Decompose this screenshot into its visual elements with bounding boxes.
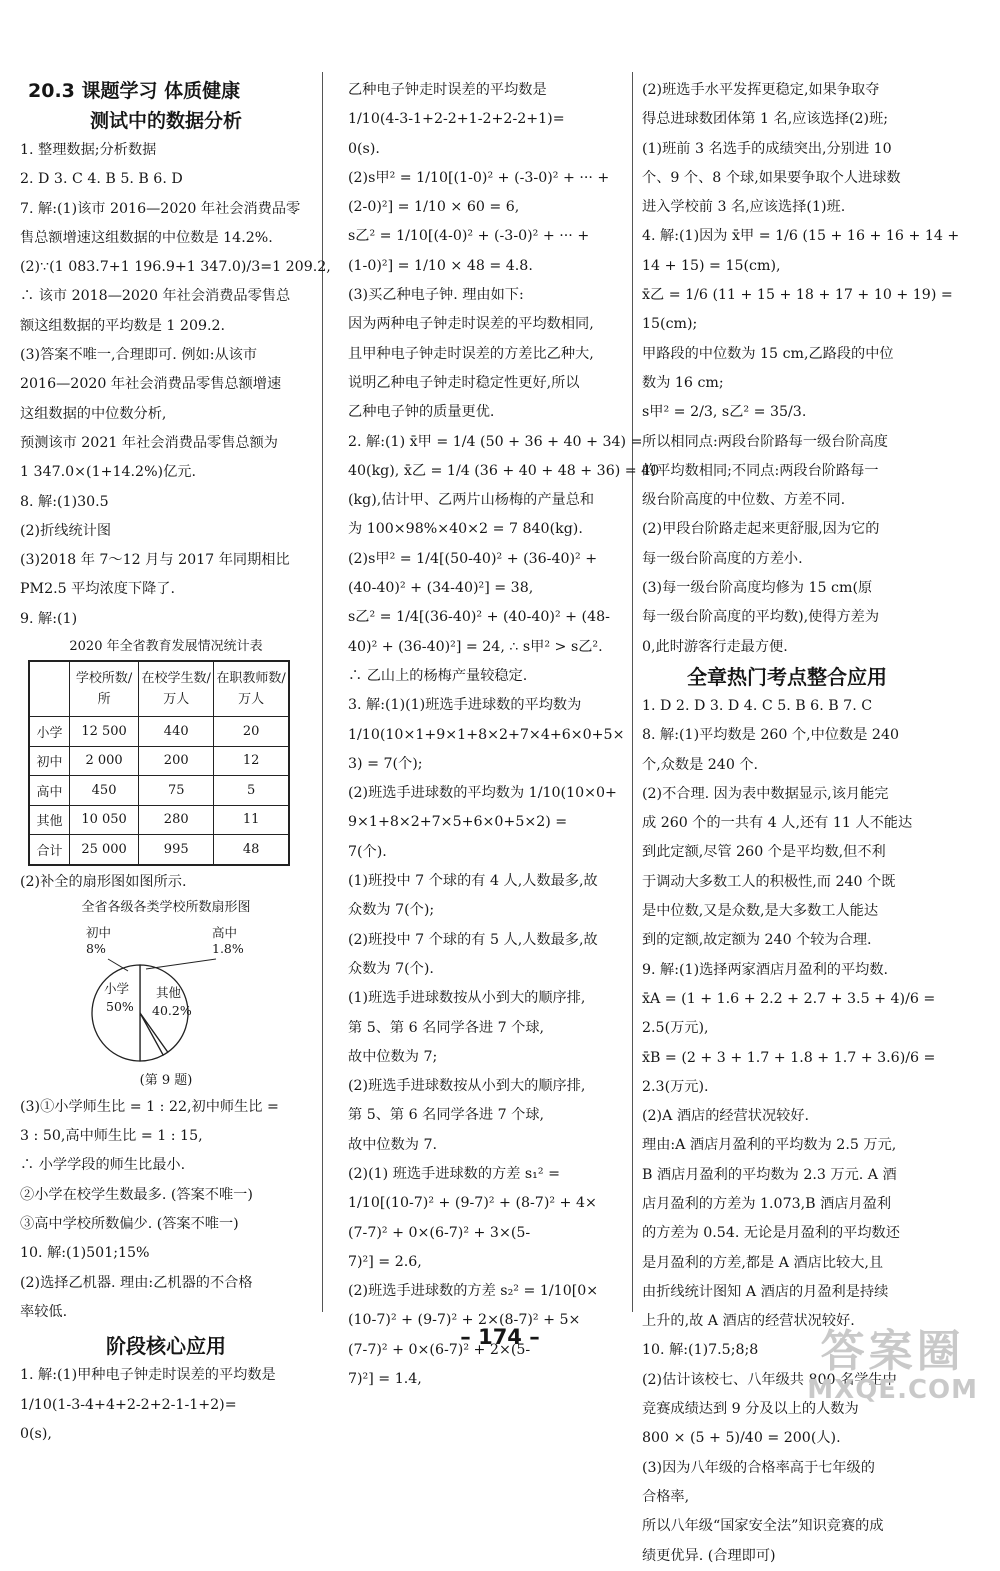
text-line: 故中位数为 7. <box>348 1136 437 1153</box>
pie-label-primary: 小学 <box>104 980 130 996</box>
pie-label-senior: 高中 <box>212 924 238 940</box>
table-header-row <box>29 661 289 717</box>
stage-title: 阶段核心应用 <box>106 1334 226 1359</box>
table-header-cell: 在职教师数/万人 <box>214 661 289 717</box>
text-line: B 酒店月盈利的平均数为 2.3 万元. A 酒 <box>642 1166 897 1183</box>
text-line: 故中位数为 7; <box>348 1048 438 1065</box>
section-title-line1: 20.3 课题学习 体质健康 <box>28 80 241 102</box>
pie-label-other: 其他 <box>156 984 182 1000</box>
text-line: 这组数据的中位数分析, <box>20 405 167 422</box>
text-line: x̄B = (2 + 3 + 1.7 + 1.8 + 1.7 + 3.6)/6 = <box>642 1049 936 1066</box>
answers-block-5 <box>642 76 960 662</box>
pie-pct-senior: 1.8% <box>212 940 244 956</box>
text-line: 40(kg), x̄乙 = 1/4 (36 + 40 + 48 + 36) = 40 <box>348 462 660 479</box>
text-line: 乙种电子钟的质量更优. <box>348 404 495 421</box>
text-line: 成 260 个的一共有 4 人,还有 11 人不能达 <box>642 815 913 832</box>
text-line: (1)班选手进球数按从小到大的顺序排, <box>348 990 586 1007</box>
text-line: (3)①小学师生比 = 1 : 22,初中师生比 = <box>20 1098 279 1115</box>
table-cell: 48 <box>214 835 289 865</box>
text-line: (2)选择乙机器. 理由:乙机器的不合格 <box>20 1274 253 1291</box>
pie-leader-senior <box>146 959 216 969</box>
text-line: 3) = 7(个); <box>348 755 423 772</box>
text-line: 的方差为 0.54. 无论是月盈利的平均数还 <box>642 1225 900 1242</box>
text-line: 率较低. <box>20 1303 68 1320</box>
text-line: 第 5、第 6 名同学各进 7 个球, <box>348 1107 545 1124</box>
text-line: 绩更优异. (合理即可) <box>642 1547 776 1564</box>
text-line: 9. 解:(1) <box>20 610 78 627</box>
text-line: (3)买乙种电子钟. 理由如下: <box>348 287 524 304</box>
text-line: 9. 解:(1)选择两家酒店月盈利的平均数. <box>642 961 889 978</box>
table-cell: 2 000 <box>69 746 138 776</box>
text-line: 1/10[(10-7)² + (9-7)² + (8-7)² + 4× <box>348 1195 597 1212</box>
text-line: (3)2018 年 7～12 月与 2017 年同期相比 <box>20 552 290 569</box>
text-line: (2)班投中 7 个球的有 5 人,人数最多,故 <box>348 931 598 948</box>
text-line: (2-0)²] = 1/10 × 60 = 6, <box>348 199 520 216</box>
text-line: 7)²] = 2.6, <box>348 1253 422 1270</box>
text-line: 7(个). <box>348 843 387 860</box>
text-line: 9×1+8×2+7×5+6×0+5×2) = <box>348 814 568 831</box>
table-row <box>29 835 289 865</box>
text-line: 所以八年级“国家安全法”知识竞赛的成 <box>642 1518 884 1535</box>
table-cell: 11 <box>214 805 289 835</box>
table-row <box>29 805 289 835</box>
text-line: 为 100×98%×40×2 = 7 840(kg). <box>348 521 583 538</box>
text-line: 每一级台阶高度的平均数),使得方差为 <box>642 609 880 626</box>
table-cell: 12 <box>214 746 289 776</box>
figure-caption: (第 9 题) <box>139 1072 193 1088</box>
text-line: (2)估计该校七、八年级共 800 名学生中 <box>642 1371 897 1388</box>
text-line: 7. 解:(1)该市 2016—2020 年社会消费品零 <box>20 200 301 217</box>
text-line: 每一级台阶高度的方差小. <box>642 550 803 567</box>
text-line: (40-40)² + (34-40)²] = 38, <box>348 580 534 597</box>
table-cell: 5 <box>214 776 289 806</box>
statistics-table <box>28 660 290 866</box>
text-line: 1/10(1-3-4+4+2-2+2-1-1+2)= <box>20 1396 237 1413</box>
text-line: 店月盈利的方差为 1.073,B 酒店月盈利 <box>642 1195 892 1212</box>
text-line: (3)每一级台阶高度均修为 15 cm(原 <box>642 580 873 597</box>
text-line: ∴ 该市 2018—2020 年社会消费品零售总 <box>20 288 291 305</box>
text-line: 2.3(万元). <box>642 1078 709 1095</box>
table-row <box>29 717 289 747</box>
table-cell: 初中 <box>29 746 69 776</box>
text-line: (10-7)² + (9-7)² + 2×(8-7)² + 5× <box>348 1312 581 1329</box>
text-line: (2)s甲² = 1/4[(50-40)² + (36-40)² + <box>348 550 598 567</box>
watermark-text: 答案圈 <box>820 1326 965 1377</box>
watermark <box>807 1328 978 1404</box>
text-line: 于调动大多数工人的积极性,而 240 个既 <box>642 873 896 890</box>
text-line: (2)A 酒店的经营状况较好. <box>642 1108 810 1125</box>
text-line: 甲路段的中位数为 15 cm,乙路段的中位 <box>642 345 894 362</box>
pie-pct-primary: 50% <box>106 998 134 1014</box>
table-cell: 20 <box>214 717 289 747</box>
answers-block-4 <box>348 76 660 1394</box>
table-cell: 450 <box>69 776 138 806</box>
text-line: 2.5(万元), <box>642 1020 709 1037</box>
text-line: (2)∵(1 083.7+1 196.9+1 347.0)/3=1 209.2, <box>20 259 331 276</box>
watermark-url: MXQE.COM <box>807 1375 978 1405</box>
text-line: 1. 解:(1)甲种电子钟走时误差的平均数是 <box>20 1367 276 1384</box>
text-line: 因为两种电子钟走时误差的平均数相同, <box>348 316 594 333</box>
column-divider-1 <box>322 72 323 1312</box>
text-line: s乙² = 1/10[(4-0)² + (-3-0)² + ··· + <box>348 228 590 245</box>
text-line: 800 × (5 + 5)/40 = 200(人). <box>642 1430 841 1447</box>
table-cell: 200 <box>139 746 214 776</box>
table-cell: 10 050 <box>69 805 138 835</box>
pie-figure <box>20 921 312 1069</box>
page-number: – 174 – <box>460 1325 540 1349</box>
text-line: 是中位数,又是众数,是大多数工人能达 <box>642 903 879 920</box>
text-line: PM2.5 平均浓度下降了. <box>20 581 175 598</box>
text-line: 1/10(10×1+9×1+8×2+7×4+6×0+5× <box>348 726 625 743</box>
text-line: 2. D 3. C 4. B 5. B 6. D <box>20 171 183 188</box>
text-line: 进入学校前 3 名,应该选择(1)班. <box>642 199 846 216</box>
table-cell: 440 <box>139 717 214 747</box>
text-line: 理由:A 酒店月盈利的平均数为 2.5 万元, <box>642 1137 897 1154</box>
text-line: 说明乙种电子钟走时稳定性更好,所以 <box>348 374 580 391</box>
table-header-cell: 学校所数/所 <box>69 661 138 717</box>
text-line: 15(cm); <box>642 316 698 333</box>
table-cell: 25 000 <box>69 835 138 865</box>
text-line: 1/10(4-3-1+2-2+1-2+2-2+1)= <box>348 111 565 128</box>
text-line: 0(s), <box>20 1425 52 1442</box>
table-row <box>29 746 289 776</box>
text-line: 个,众数是 240 个. <box>642 756 759 773</box>
table-header-cell <box>29 661 69 717</box>
text-line: (3)答案不唯一,合理即可. 例如:从该市 <box>20 347 258 364</box>
text-line: (2)s甲² = 1/10[(1-0)² + (-3-0)² + ··· + <box>348 169 610 186</box>
text-line: (2)(1) 班选手进球数的方差 s₁² = <box>348 1165 560 1182</box>
text-line: 的平均数相同;不同点:两段台阶路每一 <box>642 462 879 479</box>
text-line: x̄乙 = 1/6 (11 + 15 + 18 + 17 + 10 + 19) = <box>642 287 953 304</box>
column-left <box>20 76 331 1449</box>
text-line: 到的定额,故定额为 240 个较为合理. <box>642 932 872 949</box>
text-line: (2)班选手水平发挥更稳定,如果争取夺 <box>642 82 880 98</box>
text-line: 是月盈利的方差,都是 A 酒店比较大,且 <box>642 1254 884 1271</box>
table-body <box>29 717 289 865</box>
text-line: ③高中学校所数偏少. (答案不唯一) <box>20 1216 239 1233</box>
text-line: (7-7)² + 0×(6-7)² + 2×(5- <box>348 1341 531 1358</box>
text-line: 合格率, <box>642 1488 690 1505</box>
table-cell: 75 <box>139 776 214 806</box>
text-line: 4. 解:(1)因为 x̄甲 = 1/6 (15 + 16 + 16 + 14 + <box>642 228 960 245</box>
table-cell: 12 500 <box>69 717 138 747</box>
text-line: (2)甲段台阶路走起来更舒服,因为它的 <box>642 521 880 538</box>
text-line: 上升的,故 A 酒店的经营状况较好. <box>642 1313 855 1330</box>
pie-leader-junior <box>108 959 128 971</box>
text-line: (7-7)² + 0×(6-7)² + 3×(5- <box>348 1224 531 1241</box>
text-line: (1)班前 3 名选手的成绩突出,分别进 10 <box>642 140 892 157</box>
text-line: 40)² + (36-40)²] = 24, ∴ s甲² > s乙². <box>348 638 603 655</box>
table-cell: 合计 <box>29 835 69 865</box>
text-line: (2)班选手进球数的方差 s₂² = 1/10[0× <box>348 1283 599 1300</box>
table-row <box>29 776 289 806</box>
text-line: s甲² = 2/3, s乙² = 35/3. <box>642 404 807 421</box>
text-line: (kg),估计甲、乙两片山杨梅的产量总和 <box>348 492 595 509</box>
column-middle <box>348 76 660 1394</box>
table-cell: 小学 <box>29 717 69 747</box>
text-line: 3 : 50,高中师生比 = 1 : 15, <box>20 1128 203 1145</box>
text-line: x̄A = (1 + 1.6 + 2.2 + 2.7 + 3.5 + 4)/6 = <box>642 990 936 1007</box>
text-line: 级台阶高度的中位数、方差不同. <box>642 492 846 509</box>
text-line: 2. 解:(1) x̄甲 = 1/4 (50 + 36 + 40 + 34) = <box>348 433 643 450</box>
text-line: ②小学在校学生数最多. (答案不唯一) <box>20 1186 253 1203</box>
text-line: 众数为 7(个); <box>348 902 435 919</box>
pie-label-junior: 初中 <box>86 924 112 940</box>
text-line: (3)因为八年级的合格率高于七年级的 <box>642 1459 875 1476</box>
text-line: 第 5、第 6 名同学各进 7 个球, <box>348 1019 545 1036</box>
table-cell: 高中 <box>29 776 69 806</box>
answers-block-2 <box>20 1093 312 1327</box>
text-line: 得总进球数团体第 1 名,应该选择(2)班; <box>642 111 889 128</box>
text-line: 7)²] = 1.4, <box>348 1371 422 1388</box>
table-header-cell: 在校学生数/万人 <box>139 661 214 717</box>
text-line: 14 + 15) = 15(cm), <box>642 257 781 274</box>
text-line: 众数为 7(个). <box>348 960 434 977</box>
text-line: (2)折线统计图 <box>20 522 112 539</box>
text-line: 8. 解:(1)30.5 <box>20 493 109 510</box>
chapter-title: 全章热门考点整合应用 <box>687 664 887 689</box>
pie-pct-other: 40.2% <box>152 1002 192 1018</box>
table-caption: 2020 年全省教育发展情况统计表 <box>69 639 263 655</box>
text-line: s乙² = 1/4[(36-40)² + (40-40)² + (48- <box>348 609 610 626</box>
text-line: 预测该市 2021 年社会消费品零售总额为 <box>20 434 278 451</box>
pie-pct-junior: 8% <box>86 940 106 956</box>
text-line: 10. 解:(1)501;15% <box>20 1245 150 1262</box>
answers-block-6 <box>642 692 936 1571</box>
text-line: 3. 解:(1)(1)班选手进球数的平均数为 <box>348 697 582 714</box>
text-line: (2)不合理. 因为表中数据显示,该月能完 <box>642 785 889 802</box>
text-line: ∴ 乙山上的杨梅产量较稳定. <box>348 667 528 684</box>
text-line: (1)班投中 7 个球的有 4 人,人数最多,故 <box>348 873 598 890</box>
section-title-line2: 测试中的数据分析 <box>89 110 242 132</box>
text-line: (2)班选手进球数按从小到大的顺序排, <box>348 1078 586 1095</box>
pie-intro: (2)补全的扇形图如图所示. <box>20 873 187 890</box>
text-line: (1-0)²] = 1/10 × 48 = 4.8. <box>348 257 533 274</box>
text-line: 所以相同点:两段台阶路每一级台阶高度 <box>642 433 888 450</box>
answers-block-1 <box>20 136 331 634</box>
text-line: ∴ 小学学段的师生比最小. <box>20 1157 186 1174</box>
text-line: 1 347.0×(1+14.2%)亿元. <box>20 464 196 481</box>
answers-block-3 <box>20 1361 312 1449</box>
table-cell: 其他 <box>29 805 69 835</box>
text-line: 1. 整理数据;分析数据 <box>20 142 157 158</box>
column-divider-2 <box>632 72 633 1312</box>
table-cell: 995 <box>139 835 214 865</box>
text-line: 0(s). <box>348 140 380 157</box>
text-line: 2016—2020 年社会消费品零售总额增速 <box>20 376 282 393</box>
text-line: 10. 解:(1)7.5;8;8 <box>642 1342 759 1359</box>
text-line: 数为 16 cm; <box>642 374 724 391</box>
text-line: 且甲种电子钟走时误差的方差比乙种大, <box>348 345 594 362</box>
text-line: 额这组数据的平均数是 1 209.2. <box>20 317 226 334</box>
text-line: 个、9 个、8 个球,如果要争取个人进球数 <box>642 169 901 186</box>
text-line: 8. 解:(1)平均数是 260 个,中位数是 240 <box>642 727 899 744</box>
text-line: 售总额增速这组数据的中位数是 14.2%. <box>20 229 273 246</box>
text-line: 1. D 2. D 3. D 4. C 5. B 6. B 7. C <box>642 697 873 714</box>
text-line: 由折线统计图知 A 酒店的月盈利是持续 <box>642 1283 889 1300</box>
text-line: (2)班选手进球数的平均数为 1/10(10×0+ <box>348 785 617 802</box>
pie-title: 全省各级各类学校所数扇形图 <box>81 899 251 915</box>
text-line: 到此定额,尽管 260 个是平均数,但不利 <box>642 844 886 861</box>
table-cell: 280 <box>139 805 214 835</box>
text-line: 乙种电子钟走时误差的平均数是 <box>348 82 547 98</box>
text-line: 0,此时游客行走最方便. <box>642 638 788 655</box>
text-line: 竞赛成绩达到 9 分及以上的人数为 <box>642 1401 859 1418</box>
